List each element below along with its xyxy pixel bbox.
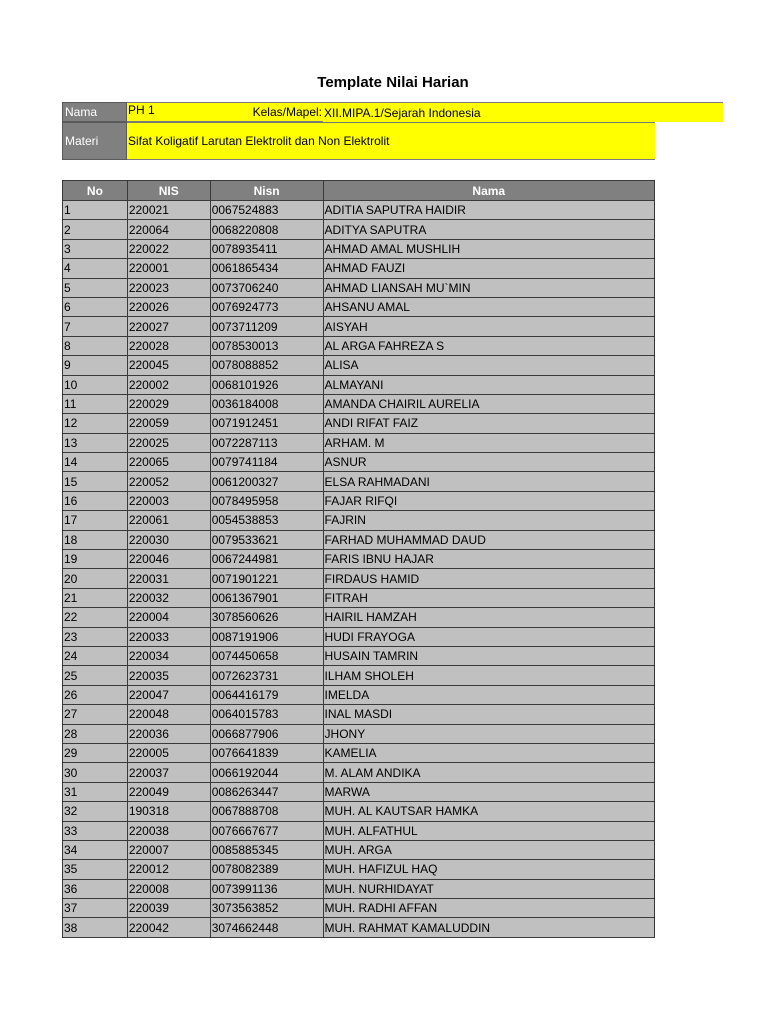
kelas-label: Kelas/Mapel: (210, 102, 323, 122)
cell-nisn[interactable]: 3073563852 (210, 899, 323, 918)
materi-label: Materi (62, 122, 127, 160)
cell-nisn[interactable]: 0078495958 (210, 491, 323, 510)
cell-nis[interactable]: 190318 (127, 802, 210, 821)
cell-no[interactable]: 18 (63, 530, 128, 549)
cell-nama[interactable]: ADITIA SAPUTRA HAIDIR (323, 201, 654, 220)
cell-nisn[interactable]: 0073991136 (210, 879, 323, 898)
table-row (63, 840, 655, 859)
cell-nisn[interactable]: 0066192044 (210, 763, 323, 782)
cell-nis[interactable]: 220065 (127, 453, 210, 472)
cell-nama[interactable]: INAL MASDI (323, 705, 654, 724)
cell-nis[interactable]: 220042 (127, 918, 210, 937)
table-row (63, 375, 655, 394)
cell-nama[interactable]: MUH. RAHMAT KAMALUDDIN (323, 918, 654, 937)
cell-nisn[interactable]: 0067244981 (210, 550, 323, 569)
table-row (63, 201, 655, 220)
table-row (63, 220, 655, 239)
cell-nis[interactable]: 220038 (127, 821, 210, 840)
cell-nisn[interactable]: 0068101926 (210, 375, 323, 394)
cell-nis[interactable]: 220048 (127, 705, 210, 724)
table-row (63, 627, 655, 646)
cell-nama[interactable]: ALISA (323, 356, 654, 375)
cell-nama[interactable]: AHMAD LIANSAH MU`MIN (323, 278, 654, 297)
cell-nis[interactable]: 220039 (127, 899, 210, 918)
cell-no[interactable]: 38 (63, 918, 128, 937)
cell-no[interactable]: 21 (63, 588, 128, 607)
cell-nis[interactable]: 220031 (127, 569, 210, 588)
table-row (63, 821, 655, 840)
cell-no[interactable]: 35 (63, 860, 128, 879)
nama-value[interactable]: PH 1 (127, 102, 210, 122)
cell-nis[interactable]: 220027 (127, 317, 210, 336)
cell-nisn[interactable]: 3078560626 (210, 608, 323, 627)
table-row (63, 491, 655, 510)
cell-nis[interactable]: 220037 (127, 763, 210, 782)
cell-nisn[interactable]: 0054538853 (210, 511, 323, 530)
column-header-nis: NIS (127, 181, 210, 201)
cell-nama[interactable]: ILHAM SHOLEH (323, 666, 654, 685)
cell-nisn[interactable]: 0073706240 (210, 278, 323, 297)
cell-nis[interactable]: 220049 (127, 782, 210, 801)
table-row (63, 356, 655, 375)
table-row (63, 588, 655, 607)
cell-nama[interactable]: MUH. ALFATHUL (323, 821, 654, 840)
cell-nisn[interactable]: 0078530013 (210, 336, 323, 355)
cell-no[interactable]: 10 (63, 375, 128, 394)
table-row (63, 860, 655, 879)
table-row (63, 472, 655, 491)
cell-no[interactable]: 20 (63, 569, 128, 588)
cell-no[interactable]: 16 (63, 491, 128, 510)
cell-no[interactable]: 11 (63, 394, 128, 413)
cell-no[interactable]: 14 (63, 453, 128, 472)
cell-nis[interactable]: 220026 (127, 297, 210, 316)
cell-no[interactable]: 24 (63, 646, 128, 665)
table-row (63, 899, 655, 918)
cell-nama[interactable]: HUDI FRAYOGA (323, 627, 654, 646)
table-row (63, 685, 655, 704)
cell-no[interactable]: 29 (63, 743, 128, 762)
table-header-row (63, 181, 655, 201)
cell-nisn[interactable]: 0076641839 (210, 743, 323, 762)
cell-no[interactable]: 13 (63, 433, 128, 452)
cell-nis[interactable]: 220028 (127, 336, 210, 355)
cell-nama[interactable]: FAJAR RIFQI (323, 491, 654, 510)
cell-nis[interactable]: 220012 (127, 860, 210, 879)
cell-nama[interactable]: MUH. NURHIDAYAT (323, 879, 654, 898)
cell-nisn[interactable]: 0078935411 (210, 239, 323, 258)
cell-nisn[interactable]: 0067888708 (210, 802, 323, 821)
cell-nisn[interactable]: 0078082389 (210, 860, 323, 879)
cell-no[interactable]: 36 (63, 879, 128, 898)
cell-no[interactable]: 32 (63, 802, 128, 821)
cell-nama[interactable]: MUH. RADHI AFFAN (323, 899, 654, 918)
cell-nama[interactable]: MUH. ARGA (323, 840, 654, 859)
cell-nama[interactable]: AISYAH (323, 317, 654, 336)
cell-nis[interactable]: 220002 (127, 375, 210, 394)
cell-nama[interactable]: ANDI RIFAT FAIZ (323, 414, 654, 433)
cell-nama[interactable]: AMANDA CHAIRIL AURELIA (323, 394, 654, 413)
table-row (63, 530, 655, 549)
cell-nis[interactable]: 220021 (127, 201, 210, 220)
cell-nis[interactable]: 220059 (127, 414, 210, 433)
info-row-nama (62, 102, 723, 122)
cell-nisn[interactable]: 0064015783 (210, 705, 323, 724)
table-row (63, 414, 655, 433)
cell-nama[interactable]: FARIS IBNU HAJAR (323, 550, 654, 569)
cell-nama[interactable]: ELSA RAHMADANI (323, 472, 654, 491)
table-row (63, 569, 655, 588)
cell-nama[interactable]: IMELDA (323, 685, 654, 704)
cell-no[interactable]: 17 (63, 511, 128, 530)
cell-nis[interactable]: 220025 (127, 433, 210, 452)
cell-nama[interactable]: ADITYA SAPUTRA (323, 220, 654, 239)
cell-nis[interactable]: 220033 (127, 627, 210, 646)
table-row (63, 724, 655, 743)
cell-nama[interactable]: AHMAD FAUZI (323, 259, 654, 278)
cell-nama[interactable]: FARHAD MUHAMMAD DAUD (323, 530, 654, 549)
grades-table (62, 180, 655, 938)
table-row (63, 433, 655, 452)
cell-no[interactable]: 6 (63, 297, 128, 316)
cell-nisn[interactable]: 0071912451 (210, 414, 323, 433)
cell-no[interactable]: 2 (63, 220, 128, 239)
table-row (63, 705, 655, 724)
cell-nama[interactable]: KAMELIA (323, 743, 654, 762)
nama-label: Nama (62, 102, 127, 122)
cell-no[interactable]: 26 (63, 685, 128, 704)
cell-no[interactable]: 19 (63, 550, 128, 569)
cell-nisn[interactable]: 0073711209 (210, 317, 323, 336)
cell-no[interactable]: 1 (63, 201, 128, 220)
cell-nisn[interactable]: 0061200327 (210, 472, 323, 491)
cell-nama[interactable]: MUH. AL KAUTSAR HAMKA (323, 802, 654, 821)
table-row (63, 879, 655, 898)
table-row (63, 763, 655, 782)
cell-nama[interactable]: HUSAIN TAMRIN (323, 646, 654, 665)
cell-nisn[interactable]: 0078088852 (210, 356, 323, 375)
cell-nis[interactable]: 220036 (127, 724, 210, 743)
cell-nama[interactable]: ALMAYANI (323, 375, 654, 394)
cell-nisn[interactable]: 0076667677 (210, 821, 323, 840)
cell-nisn[interactable]: 0085885345 (210, 840, 323, 859)
table-row (63, 317, 655, 336)
cell-no[interactable]: 7 (63, 317, 128, 336)
table-row (63, 666, 655, 685)
table-row (63, 394, 655, 413)
cell-nis[interactable]: 220046 (127, 550, 210, 569)
cell-no[interactable]: 4 (63, 259, 128, 278)
cell-no[interactable]: 12 (63, 414, 128, 433)
cell-nama[interactable]: FITRAH (323, 588, 654, 607)
cell-no[interactable]: 8 (63, 336, 128, 355)
cell-nis[interactable]: 220030 (127, 530, 210, 549)
cell-no[interactable]: 23 (63, 627, 128, 646)
cell-nis[interactable]: 220001 (127, 259, 210, 278)
table-row (63, 918, 655, 937)
cell-nisn[interactable]: 0068220808 (210, 220, 323, 239)
materi-value[interactable]: Sifat Koligatif Larutan Elektrolit dan Non Elektrolit (127, 122, 655, 160)
cell-nis[interactable]: 220045 (127, 356, 210, 375)
table-row (63, 802, 655, 821)
cell-nama[interactable]: AL ARGA FAHREZA S (323, 336, 654, 355)
cell-nis[interactable]: 220035 (127, 666, 210, 685)
cell-no[interactable]: 30 (63, 763, 128, 782)
cell-nis[interactable]: 220007 (127, 840, 210, 859)
column-header-nama: Nama (323, 181, 654, 201)
cell-nisn[interactable]: 3074662448 (210, 918, 323, 937)
table-row (63, 743, 655, 762)
cell-nama[interactable]: MUH. HAFIZUL HAQ (323, 860, 654, 879)
table-row (63, 297, 655, 316)
cell-nama[interactable]: ARHAM. M (323, 433, 654, 452)
cell-nama[interactable]: HAIRIL HAMZAH (323, 608, 654, 627)
cell-no[interactable]: 22 (63, 608, 128, 627)
info-row-materi (62, 122, 655, 160)
cell-nis[interactable]: 220032 (127, 588, 210, 607)
cell-nama[interactable]: AHSANU AMAL (323, 297, 654, 316)
cell-nama[interactable]: ASNUR (323, 453, 654, 472)
cell-nisn[interactable]: 0061865434 (210, 259, 323, 278)
cell-no[interactable]: 27 (63, 705, 128, 724)
cell-nis[interactable]: 220008 (127, 879, 210, 898)
table-row (63, 259, 655, 278)
cell-nis[interactable]: 220023 (127, 278, 210, 297)
table-body (63, 201, 655, 938)
cell-no[interactable]: 33 (63, 821, 128, 840)
cell-nisn[interactable]: 0076924773 (210, 297, 323, 316)
cell-nama[interactable]: FAJRIN (323, 511, 654, 530)
cell-nama[interactable]: M. ALAM ANDIKA (323, 763, 654, 782)
cell-nama[interactable]: JHONY (323, 724, 654, 743)
cell-nisn[interactable]: 0067524883 (210, 201, 323, 220)
table-row (63, 550, 655, 569)
cell-no[interactable]: 34 (63, 840, 128, 859)
cell-no[interactable]: 37 (63, 899, 128, 918)
cell-nis[interactable]: 220047 (127, 685, 210, 704)
cell-nisn[interactable]: 0072287113 (210, 433, 323, 452)
cell-nis[interactable]: 220029 (127, 394, 210, 413)
cell-nis[interactable]: 220003 (127, 491, 210, 510)
table-row (63, 511, 655, 530)
cell-nis[interactable]: 220004 (127, 608, 210, 627)
cell-nisn[interactable]: 0036184008 (210, 394, 323, 413)
page-title: Template Nilai Harian (317, 74, 469, 91)
cell-nisn[interactable]: 0074450658 (210, 646, 323, 665)
cell-nama[interactable]: AHMAD AMAL MUSHLIH (323, 239, 654, 258)
cell-no[interactable]: 31 (63, 782, 128, 801)
cell-nama[interactable]: MARWA (323, 782, 654, 801)
cell-nisn[interactable]: 0066877906 (210, 724, 323, 743)
cell-no[interactable]: 3 (63, 239, 128, 258)
cell-nisn[interactable]: 0087191906 (210, 627, 323, 646)
cell-nis[interactable]: 220034 (127, 646, 210, 665)
cell-no[interactable]: 5 (63, 278, 128, 297)
cell-no[interactable]: 15 (63, 472, 128, 491)
column-header-nisn: Nisn (210, 181, 323, 201)
cell-nisn[interactable]: 0072623731 (210, 666, 323, 685)
cell-nis[interactable]: 220052 (127, 472, 210, 491)
cell-nis[interactable]: 220061 (127, 511, 210, 530)
cell-nis[interactable]: 220022 (127, 239, 210, 258)
kelas-value[interactable]: XII.MIPA.1/Sejarah Indonesia (323, 102, 723, 122)
cell-nis[interactable]: 220005 (127, 743, 210, 762)
cell-nisn[interactable]: 0079741184 (210, 453, 323, 472)
column-header-no: No (63, 181, 128, 201)
cell-nisn[interactable]: 0071901221 (210, 569, 323, 588)
cell-nisn[interactable]: 0086263447 (210, 782, 323, 801)
cell-no[interactable]: 28 (63, 724, 128, 743)
table-row (63, 453, 655, 472)
table-row (63, 608, 655, 627)
cell-nisn[interactable]: 0079533621 (210, 530, 323, 549)
cell-nisn[interactable]: 0061367901 (210, 588, 323, 607)
table-row (63, 278, 655, 297)
cell-no[interactable]: 9 (63, 356, 128, 375)
table-row (63, 646, 655, 665)
table-row (63, 239, 655, 258)
cell-nisn[interactable]: 0064416179 (210, 685, 323, 704)
table-row (63, 782, 655, 801)
table-row (63, 336, 655, 355)
cell-no[interactable]: 25 (63, 666, 128, 685)
cell-nama[interactable]: FIRDAUS HAMID (323, 569, 654, 588)
cell-nis[interactable]: 220064 (127, 220, 210, 239)
